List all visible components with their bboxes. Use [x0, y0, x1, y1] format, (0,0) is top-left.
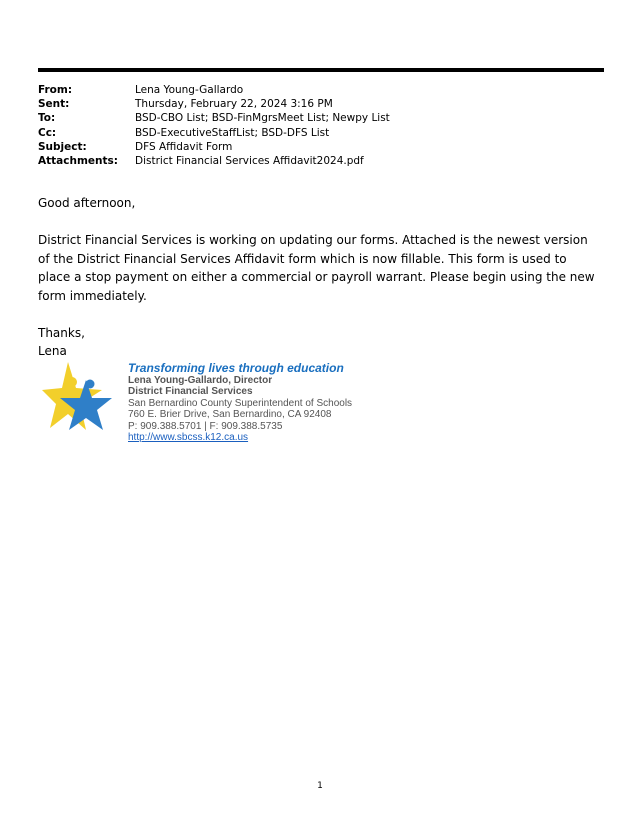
page-number: 1	[317, 781, 323, 791]
cc-value: BSD-ExecutiveStaffList; BSD-DFS List	[135, 126, 330, 139]
to-value: BSD-CBO List; BSD-FinMgrsMeet List; Newpy List	[135, 112, 390, 125]
greeting: Good afternoon,	[38, 196, 136, 210]
signature-name-title: Lena Young-Gallardo, Director	[128, 375, 273, 386]
email-header	[38, 83, 598, 168]
signature-address: 760 E. Brier Drive, San Bernardino, CA 92408	[128, 409, 332, 421]
header-row-subject	[38, 140, 598, 154]
from-value: Lena Young-Gallardo	[135, 84, 244, 96]
signature-phone: P: 909.388.5701 | F: 909.388.5735	[128, 420, 283, 432]
subject-value: DFS Affidavit Form	[135, 140, 233, 153]
sent-value: Thursday, February 22, 2024 3:16 PM	[135, 98, 333, 111]
signature-department: District Financial Services	[128, 386, 253, 398]
to-label: To:	[38, 112, 56, 125]
email-signature	[128, 361, 428, 443]
figure-head-yellow	[67, 377, 77, 387]
sent-label: Sent:	[38, 98, 70, 111]
signature-tagline: Transforming lives through education	[128, 361, 344, 375]
closing: Thanks,	[38, 325, 85, 340]
header-divider	[38, 68, 604, 72]
signature-organization: San Bernardino County Superintendent of Schools	[128, 397, 353, 409]
sender-name: Lena	[38, 344, 67, 358]
cc-label: Cc:	[38, 126, 57, 139]
sbcss-star-logo-icon	[42, 358, 118, 446]
header-row-sent	[38, 97, 598, 111]
from-label: From:	[38, 84, 73, 96]
subject-label: Subject:	[38, 140, 87, 153]
attachments-value: District Financial Services Affidavit2024.pdf	[135, 155, 364, 168]
figure-head-blue	[86, 380, 95, 389]
header-row-to	[38, 111, 598, 125]
signature-website-link[interactable]: http://www.sbcss.k12.ca.us	[128, 432, 249, 444]
header-row-attachments	[38, 154, 598, 168]
email-body	[38, 194, 598, 361]
header-row-from	[38, 83, 598, 97]
header-row-cc	[38, 126, 598, 140]
body-paragraph: District Financial Services is working on updating our forms. Attached is the newest version of the District Financial Services Affidavit form which is now fillable. This form is used to place a stop payment on either a commercial or payroll warrant. Please begin using the new form immediately.	[38, 233, 595, 303]
attachments-label: Attachments:	[38, 155, 118, 168]
